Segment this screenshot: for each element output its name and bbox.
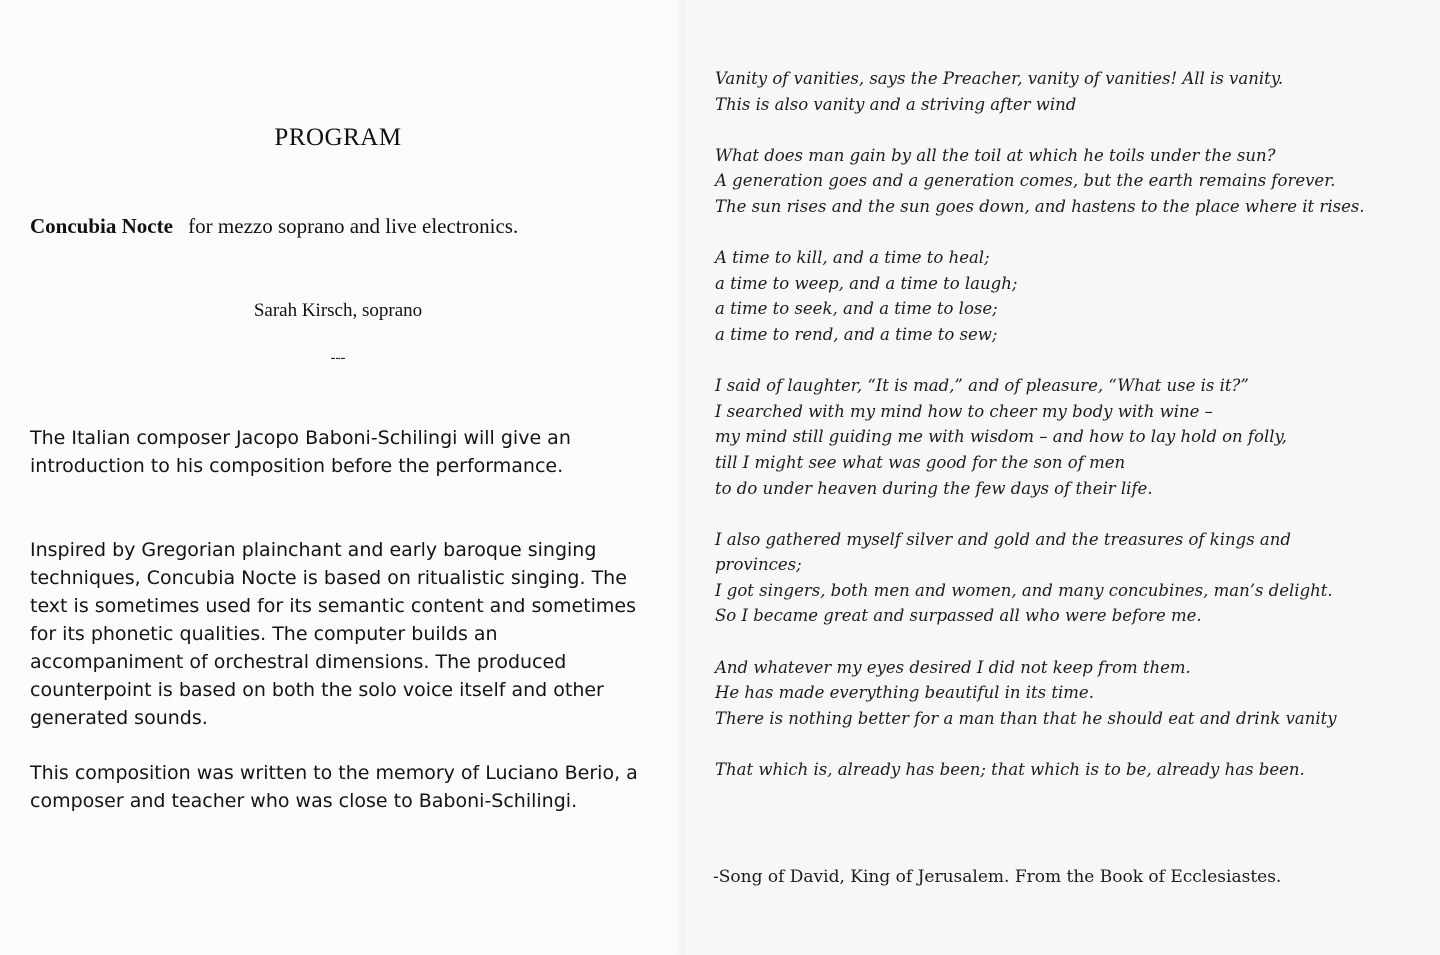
poem-stanza	[715, 245, 1415, 347]
poem-line: I got singers, both men and women, and many concubines, man’s delight.	[715, 580, 1333, 600]
poem-stanza	[715, 66, 1415, 117]
work-title: Concubia Nocte	[30, 214, 173, 238]
performer-credit: Sarah Kirsch, soprano	[253, 300, 423, 321]
poem-stanza	[715, 527, 1415, 629]
poem-line: Vanity of vanities, says the Preacher, vanity of vanities! All is vanity.	[715, 69, 1284, 88]
poem-line: I said of laughter, “It is mad,” and of pleasure, “What use is it?”	[715, 376, 1249, 396]
intro-paragraph: The Italian composer Jacopo Baboni-Schilingi will give an introduction to his composition before the performance.	[30, 427, 571, 477]
poem-line: There is nothing better for a man than that he should eat and drink vanity	[715, 708, 1337, 728]
poem-text	[715, 66, 1415, 783]
poem-line: a time to weep, and a time to laugh;	[715, 273, 1018, 293]
poem-line: my mind still guiding me with wisdom – and how to lay hold on folly,	[715, 427, 1287, 447]
poem-line: a time to rend, and a time to sew;	[715, 324, 998, 344]
poem-stanza	[715, 757, 1415, 783]
poem-line: to do under heaven during the few days of their life.	[715, 478, 1153, 498]
poem-line: He has made everything beautiful in its time.	[715, 683, 1094, 703]
poem-line: I searched with my mind how to cheer my body with wine –	[715, 401, 1213, 421]
description-paragraph: Inspired by Gregorian plainchant and early baroque singing techniques, Concubia Nocte is based on ritualistic singing. The text is sometimes used for its semantic content and sometimes for its phonetic qualities. The computer builds an accompaniment of orchestral dimensions. The produced counterpoint is based on both the solo voice itself and other generated sounds.	[30, 539, 637, 729]
program-title: PROGRAM	[274, 124, 402, 151]
work-description: for mezzo soprano and live electronics.	[188, 214, 519, 238]
dedication-paragraph: This composition was written to the memory of Luciano Berio, a composer and teacher who was close to Baboni-Schilingi.	[30, 762, 638, 812]
poem-stanza	[715, 373, 1415, 501]
poem-line: And whatever my eyes desired I did not keep from them.	[715, 657, 1191, 677]
poem-attribution: -Song of David, King of Jerusalem. From the Book of Ecclesiastes.	[713, 867, 1282, 887]
poem-line: a time to seek, and a time to lose;	[715, 299, 998, 319]
poem-line: A generation goes and a generation comes, but the earth remains forever.	[715, 171, 1336, 191]
poem-line: What does man gain by all the toil at which he toils under the sun?	[715, 145, 1276, 165]
poem-line: This is also vanity and a striving after wind	[715, 94, 1077, 114]
section-separator: ---	[330, 350, 346, 366]
left-page	[0, 0, 684, 955]
poem-line: The sun rises and the sun goes down, and hastens to the place where it rises.	[715, 196, 1365, 216]
poem-line: That which is, already has been; that which is to be, already has been.	[715, 760, 1305, 780]
poem-line: So I became great and surpassed all who were before me.	[715, 606, 1202, 626]
poem-line: till I might see what was good for the son of men	[715, 452, 1126, 472]
poem-stanza	[715, 655, 1415, 732]
poem-stanza	[715, 143, 1415, 220]
work-line	[30, 214, 518, 239]
poem-line: I also gathered myself silver and gold and the treasures of kings and provinces;	[715, 529, 1291, 575]
poem-line: A time to kill, and a time to heal;	[715, 248, 990, 268]
